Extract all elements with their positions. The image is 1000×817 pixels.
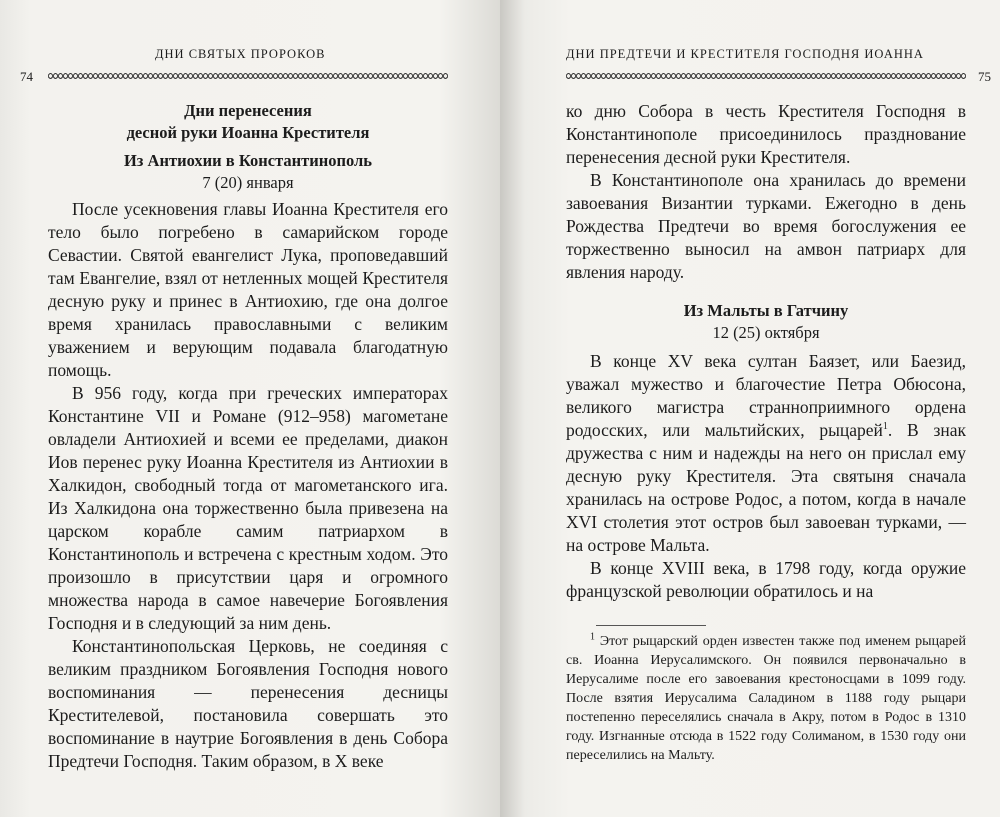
section-heading-line1: Дни перенесения — [184, 101, 312, 120]
left-ornament-rule — [48, 70, 448, 82]
footnote-text: Этот рыцарский орден известен также под именем рыцарей св. Иоанна Иерусалимского. Он появился первоначально в Иерусалиме после его завоевания крестоносцами в 1099 году. После взятия Иерусалима Саладином в 1188 году рыцари постепенно переселялись сначала в Акру, потом в Родос в 1310 году. Изгнанные отсюда в 1522 году Солиманом, в 1530 году они переселились на Мальту. — [566, 634, 966, 763]
paragraph: В Константинополе она хранилась до времени завоевания Византии турками. Ежегодно в день Рождества Предтечи во время богослужения ее торжественно выносил на амвон патриарх для явления народу. — [566, 170, 966, 282]
footnote-number: 1 — [590, 631, 595, 643]
footnote — [566, 632, 966, 765]
subheading-malta: Из Мальты в Гатчину — [683, 301, 849, 320]
date-october: 12 (25) октября — [712, 323, 820, 342]
paragraph-with-note — [566, 350, 966, 557]
paragraph: Константинопольская Церковь, не соединяя с великим праздником Богоявления Господня нового воспоминания — перенесения десницы Крестителевой, постановила совершать это воспоминание в наутрие Богоявления в день Собора Предтечи Господня. Таким образом, в X веке — [48, 636, 448, 771]
footnote-divider — [596, 625, 706, 626]
footnote-reference: 1 — [882, 421, 888, 433]
subheading-antioch: Из Антиохии в Константинополь — [123, 151, 373, 170]
right-ornament-rule — [566, 70, 966, 82]
right-page — [500, 0, 1000, 817]
paragraph: В 956 году, когда при греческих императорах Константине VII и Романе (912–958) магометане овладели Антиохией и всеми ее пределами, диакон Иов перенес руку Иоанна Крестителя из Антиохии в Халкидон, свободный тогда от магометанского ига. Из Халкидона она торжественно была привезена на царском корабле самим патриархом в Константинополь и встречена с крестным ходом. Это произошло в присутствии царя и огромного множества народа в самое навечерие Богоявления Господня и в следующий за ним день. — [48, 383, 448, 633]
paragraph-text: . В знак дружества с ним и надежды на него он прислал ему десную руку Крестителя. Эта святыня сначала хранилась на острове Родос, а потом, когда в начале XVI столетия этот остров был завоеван турками, — на острове Мальта. — [566, 420, 966, 555]
paragraph-text: В конце XV века султан Баязет, или Баезид, уважал мужество и благочестие Петра Обюсона, великого магистра странноприимного ордена родосских, или мальтийских, рыцарей — [566, 351, 966, 440]
section-heading-line2: десной руки Иоанна Крестителя — [126, 123, 370, 142]
right-running-head: ДНИ ПРЕДТЕЧИ И КРЕСТИТЕЛЯ ГОСПОДНЯ ИОАННА — [566, 47, 924, 61]
left-running-head: ДНИ СВЯТЫХ ПРОРОКОВ — [155, 47, 326, 61]
date-january: 7 (20) января — [202, 173, 294, 192]
right-page-number: 75 — [978, 69, 991, 84]
paragraph: В конце XVIII века, в 1798 году, когда оружие французской революции обратилось и на — [566, 558, 966, 601]
paragraph-continued: ко дню Собора в честь Крестителя Господня в Константинополе присоединилось празднование перенесения десной руки Крестителя. — [566, 101, 966, 167]
left-page-number: 74 — [20, 69, 33, 84]
left-page-content — [48, 100, 448, 773]
paragraph: После усекновения главы Иоанна Крестителя его тело было погребено в самарийском городе Севастии. Святой евангелист Лука, проповедавший там Евангелие, взял от нетленных мощей Крестителя десную руку и принес в Антиохию, где она долгое время хранилась православными с великим уважением и верующим подавала благодатную помощь. — [48, 199, 448, 380]
right-page-content — [566, 100, 966, 765]
